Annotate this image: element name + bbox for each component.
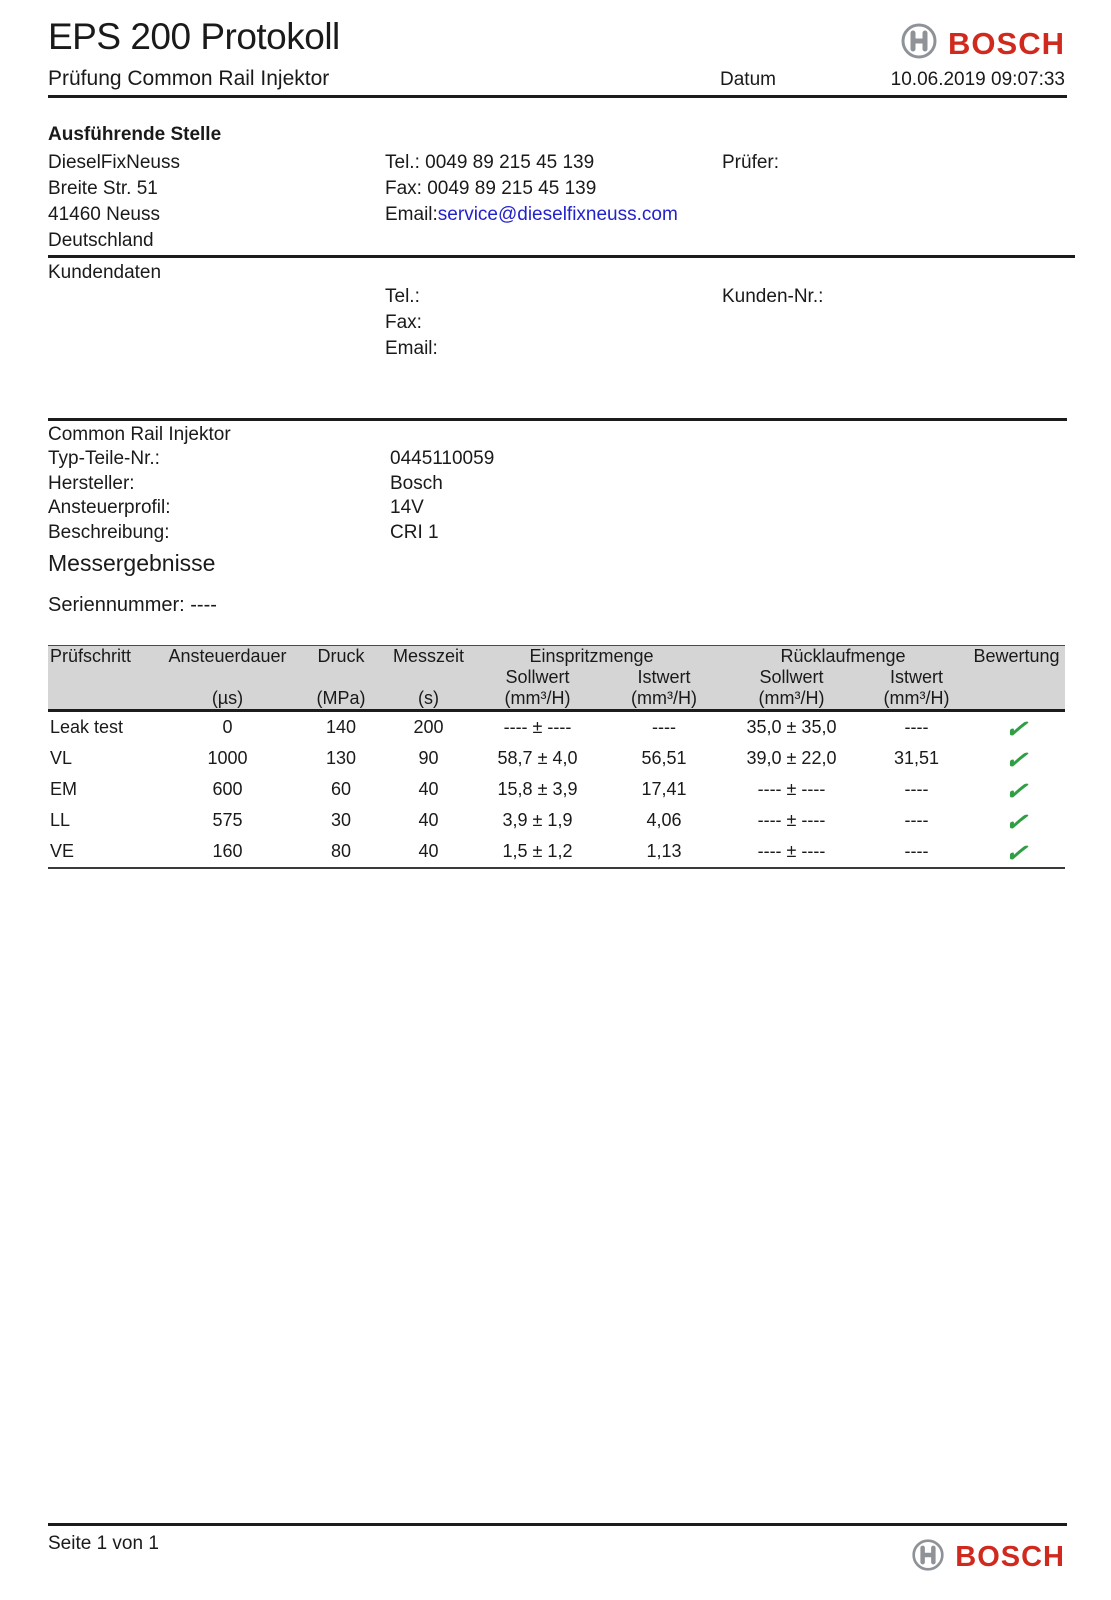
cell-step: Leak test (50, 717, 124, 737)
col-inj-setpoint: Sollwert (505, 667, 570, 687)
manufacturer-label: Hersteller: (48, 472, 135, 494)
check-icon: ✓ (1003, 836, 1030, 870)
divider (48, 95, 1067, 98)
performing-office-heading: Ausführende Stelle (48, 124, 222, 145)
office-street: Breite Str. 51 (48, 178, 158, 199)
cell-ret-setpoint: ---- ± ---- (757, 779, 826, 799)
bosch-wordmark: BOSCH (948, 25, 1065, 61)
performing-office-contact (385, 150, 678, 228)
cell-inj-setpoint: 15,8 ± 3,9 (497, 779, 578, 799)
email-label: Email: (385, 204, 438, 225)
office-country: Deutschland (48, 230, 154, 251)
description-value: CRI 1 (390, 521, 439, 543)
unit-flow: (mm³/H) (610, 688, 718, 711)
customer-email-label: Email: (385, 338, 438, 359)
customer-contact (385, 284, 438, 362)
cell-duration: 1000 (207, 748, 248, 768)
cell-inj-actual: 1,13 (610, 836, 718, 868)
cell-duration: 600 (212, 779, 243, 799)
col-duration: Ansteuerdauer (165, 646, 290, 668)
cell-step: EM (50, 779, 77, 799)
table-row (48, 836, 1065, 868)
performing-office-address (48, 150, 180, 254)
office-tel: Tel.: 0049 89 215 45 139 (385, 152, 595, 173)
check-icon: ✓ (1003, 743, 1030, 777)
table-row (48, 711, 1065, 744)
col-inj-actual: Istwert (637, 667, 691, 687)
cell-inj-actual: ---- (652, 717, 676, 737)
bosch-armature-icon (900, 22, 938, 65)
cell-ret-actual: ---- (904, 779, 929, 799)
serial-number-line: Seriennummer: ---- (48, 594, 217, 616)
cell-inj-actual: 56,51 (641, 748, 687, 768)
col-pressure: Druck (290, 646, 392, 668)
cell-time: 40 (418, 779, 439, 799)
bosch-logo (900, 22, 1065, 65)
cell-time: 200 (413, 717, 444, 737)
col-return-group: Rücklaufmenge (718, 646, 968, 668)
col-time: Messzeit (392, 646, 464, 666)
drive-profile-value: 14V (390, 497, 424, 518)
injector-labels (48, 447, 171, 545)
cell-pressure: 140 (325, 717, 357, 737)
table-body (48, 711, 1065, 869)
bosch-armature-icon (911, 1538, 945, 1577)
unit-flow: (mm³/H) (718, 688, 865, 711)
cell-time: 90 (418, 748, 439, 768)
col-ret-setpoint: Sollwert (759, 667, 824, 687)
cell-inj-setpoint: 58,7 ± 4,0 (497, 748, 578, 768)
type-part-no-value: 0445110059 (390, 448, 495, 469)
cell-ret-setpoint: 35,0 ± 35,0 (746, 717, 837, 737)
office-name: DieselFixNeuss (48, 152, 180, 173)
office-city: 41460 Neuss (48, 204, 160, 225)
cell-inj-actual: 17,41 (641, 779, 687, 799)
cell-ret-actual: ---- (904, 810, 929, 830)
bosch-wordmark: BOSCH (955, 1541, 1065, 1573)
cell-rating (968, 805, 1065, 839)
cell-time: 40 (418, 810, 439, 830)
cell-pressure: 60 (330, 779, 352, 799)
divider (48, 418, 1067, 421)
description-label: Beschreibung: (48, 521, 170, 543)
check-icon: ✓ (1003, 712, 1030, 746)
check-icon: ✓ (1003, 774, 1030, 808)
cell-duration: 575 (212, 810, 243, 830)
cell-pressure: 80 (290, 836, 392, 868)
cell-ret-actual: ---- (904, 717, 929, 737)
unit-s: (s) (392, 688, 465, 711)
bosch-logo-footer (911, 1538, 1065, 1577)
date-label: Datum (720, 69, 776, 90)
cell-ret-actual: ---- (865, 836, 968, 868)
type-part-no-label: Typ-Teile-Nr.: (48, 448, 160, 469)
cell-step: VL (50, 748, 73, 768)
col-rating: Bewertung (968, 646, 1065, 668)
divider (48, 1523, 1067, 1526)
cell-inj-setpoint: 3,9 ± 1,9 (502, 810, 573, 830)
col-ret-actual: Istwert (890, 667, 944, 687)
customer-no-label: Kunden-Nr.: (722, 286, 824, 307)
table-header (48, 646, 1065, 711)
cell-ret-actual: 31,51 (893, 748, 940, 768)
measurement-table (48, 645, 1065, 869)
divider (48, 255, 1075, 258)
cell-rating (968, 711, 1065, 744)
unit-mpa: (MPa) (290, 688, 392, 711)
cell-rating (968, 743, 1065, 777)
customer-fax-label: Fax: (385, 312, 422, 333)
injector-values (390, 447, 494, 545)
customer-tel-label: Tel.: (385, 286, 420, 307)
manufacturer-value: Bosch (390, 472, 443, 494)
cell-duration: 0 (222, 717, 233, 737)
cell-time: 40 (392, 836, 465, 868)
cell-inj-setpoint: 1,5 ± 1,2 (465, 836, 610, 868)
cell-ret-setpoint: 39,0 ± 22,0 (746, 748, 837, 768)
table-row (48, 774, 1065, 805)
cell-step: LL (50, 810, 71, 830)
cell-inj-setpoint: ---- ± ---- (503, 717, 572, 737)
document-subtitle: Prüfung Common Rail Injektor (48, 67, 330, 90)
table-row (48, 805, 1065, 836)
date-value: 10.06.2019 09:07:33 (890, 69, 1065, 90)
col-step: Prüfschritt (48, 646, 165, 668)
cell-step: VE (48, 836, 165, 868)
cell-inj-actual: 4,06 (646, 810, 682, 830)
unit-us: (µs) (165, 688, 290, 711)
cell-pressure: 130 (325, 748, 357, 768)
email-link[interactable]: service@dieselfixneuss.com (437, 204, 678, 225)
col-injection-group: Einspritzmenge (465, 646, 718, 668)
cell-ret-setpoint: ---- ± ---- (718, 836, 865, 868)
results-heading: Messergebnisse (48, 550, 216, 576)
cell-ret-setpoint: ---- ± ---- (757, 810, 826, 830)
office-fax: Fax: 0049 89 215 45 139 (385, 178, 597, 199)
injector-heading: Common Rail Injektor (48, 424, 231, 445)
unit-flow: (mm³/H) (865, 688, 968, 711)
page-number: Seite 1 von 1 (48, 1533, 159, 1554)
cell-rating (968, 774, 1065, 808)
cell-duration: 160 (165, 836, 290, 868)
office-email-line (385, 202, 678, 228)
customer-heading: Kundendaten (48, 262, 162, 283)
table-row (48, 743, 1065, 774)
check-icon: ✓ (1003, 805, 1030, 839)
cell-rating (968, 836, 1065, 868)
unit-flow: (mm³/H) (465, 688, 610, 711)
examiner-label: Prüfer: (722, 152, 780, 173)
drive-profile-label: Ansteuerprofil: (48, 497, 171, 518)
cell-pressure: 30 (330, 810, 352, 830)
page-title: EPS 200 Protokoll (48, 16, 340, 57)
